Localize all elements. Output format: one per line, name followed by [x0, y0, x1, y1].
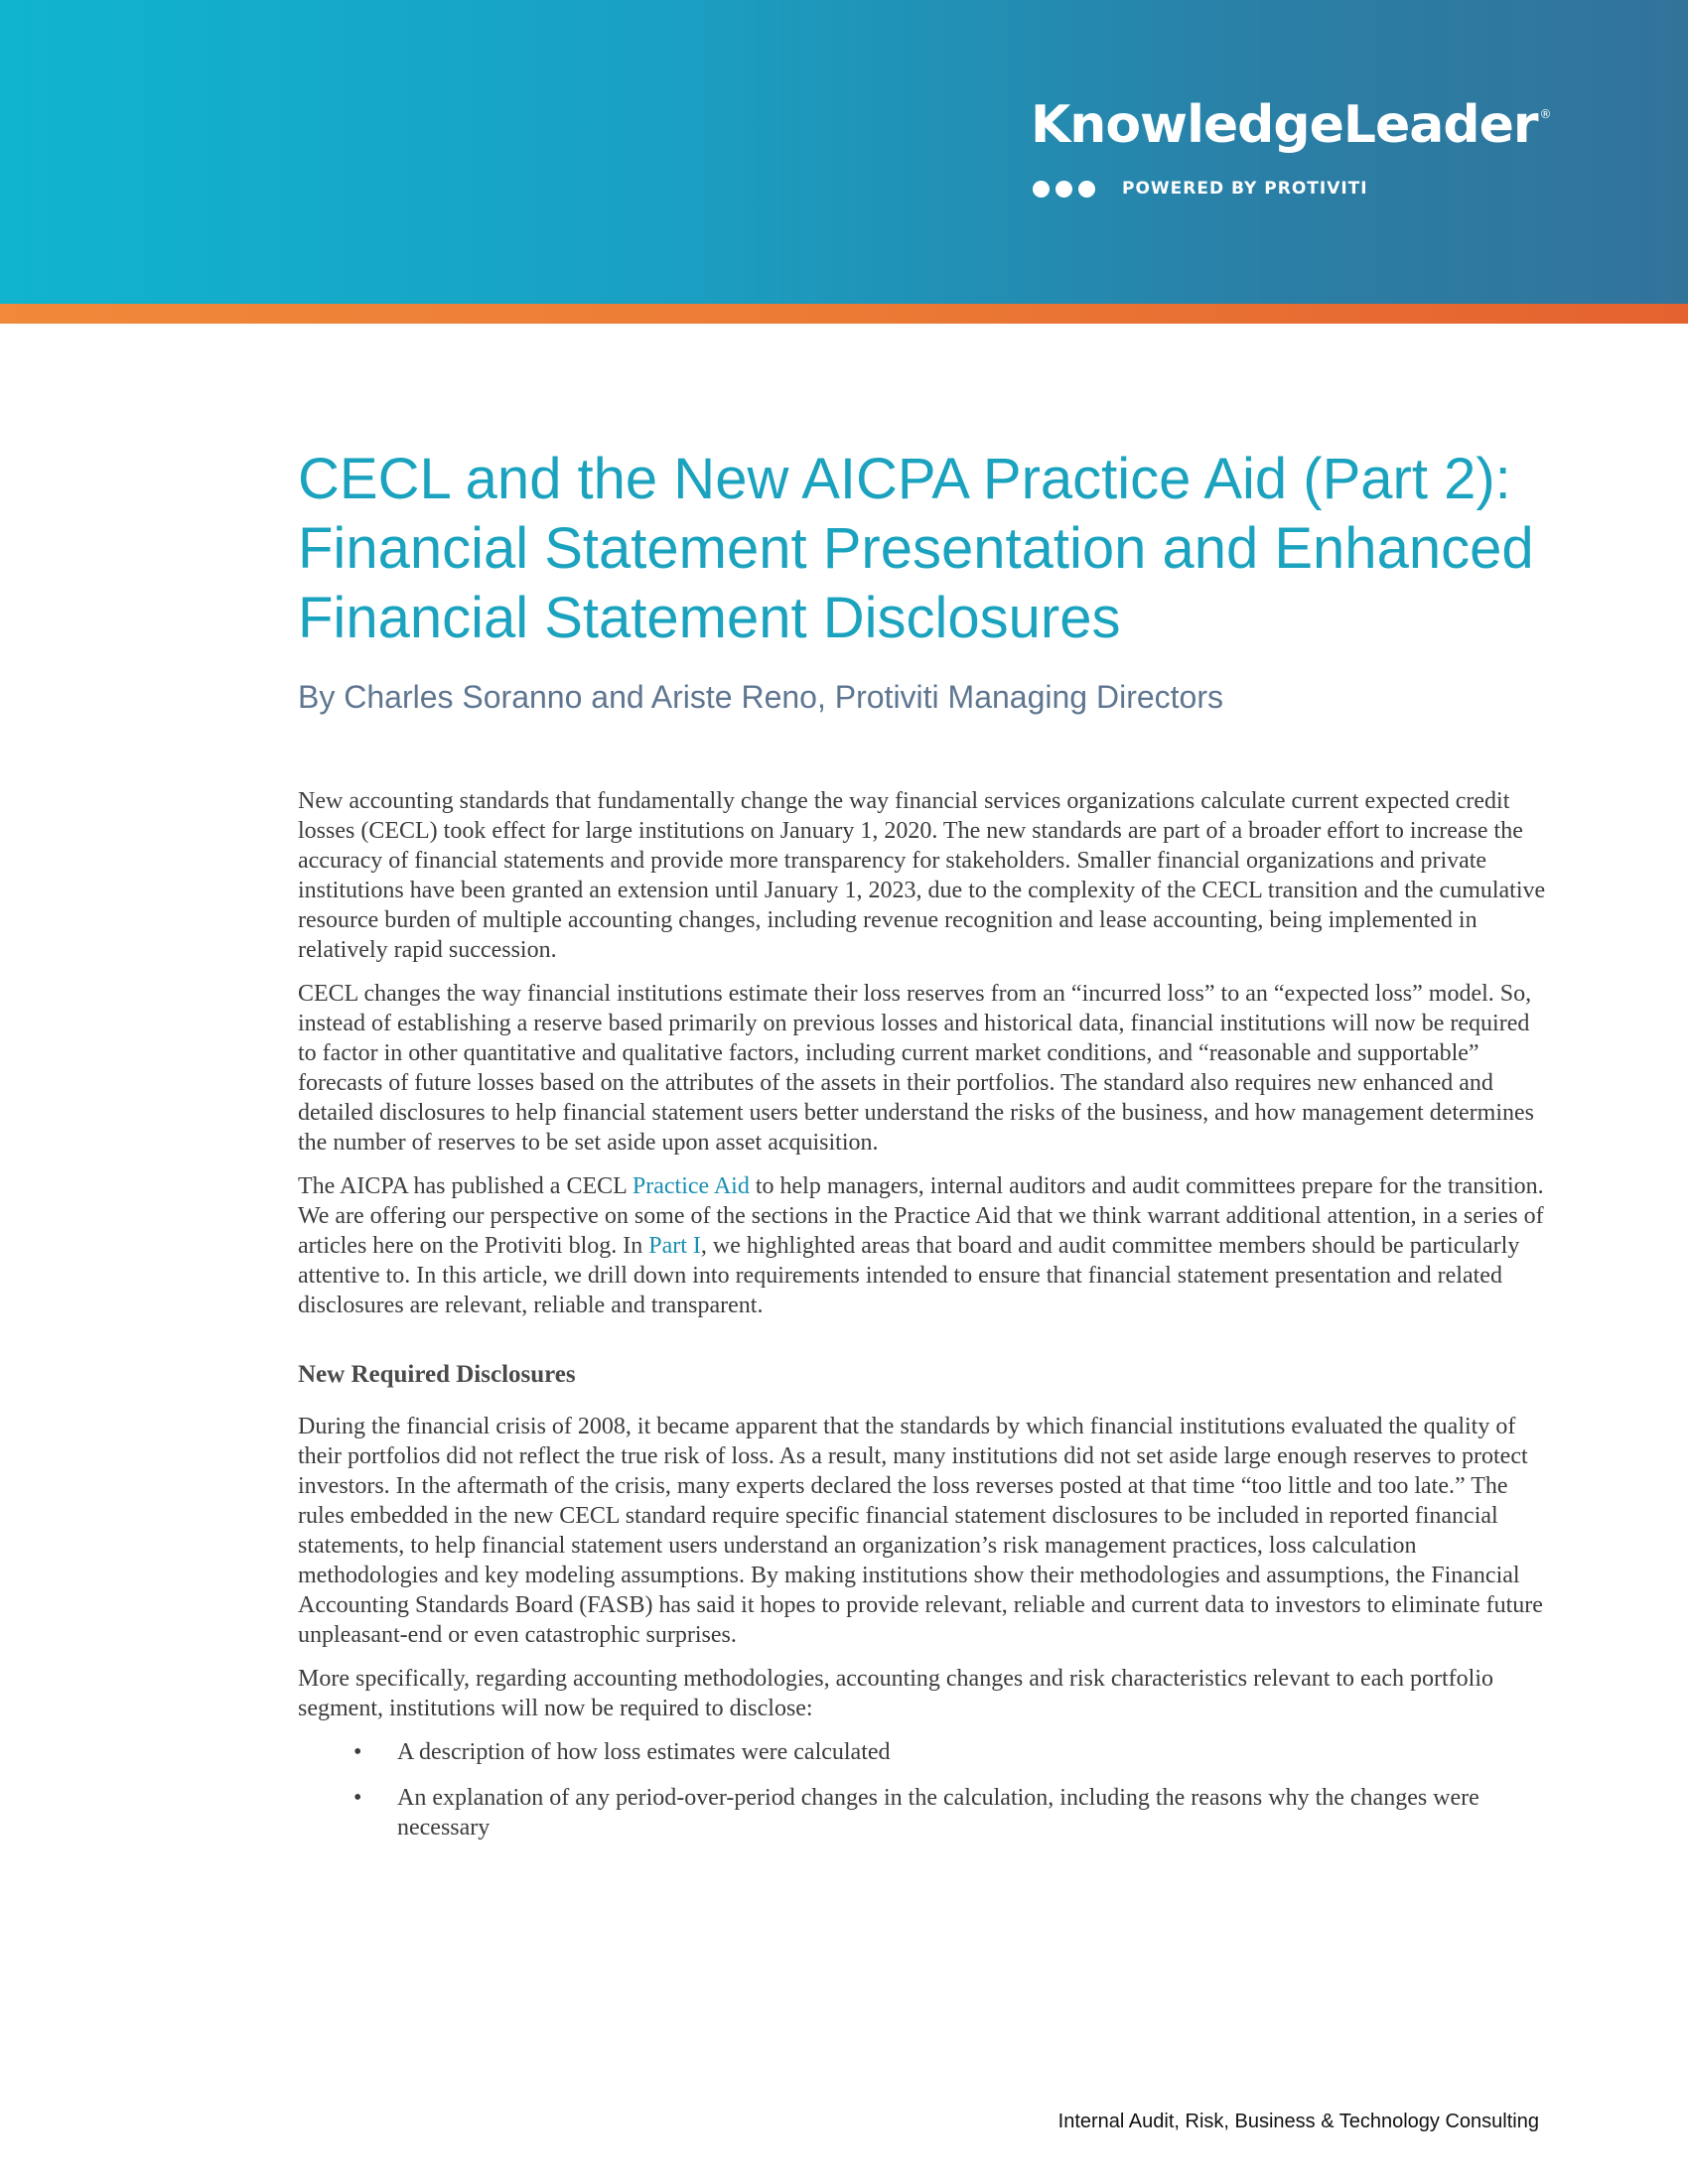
body-paragraph: More specifically, regarding accounting methodologies, accounting changes and risk characteristics relevant to each portfolio segment, institutions will now be required to disclose: — [298, 1666, 1493, 1721]
part-one-link[interactable]: Part I — [648, 1233, 701, 1259]
body-paragraph: CECL changes the way financial institutions estimate their loss reserves from an “incurred loss” to an “expected loss” model. So, instead of establishing a reserve based primarily on previous losses and historical data, financial institutions will now be required to factor in other quantitative and qualitative factors, including current market conditions, and “reasonable and supportable” forecasts of future losses based on the attributes of the assets in their portfolios. The standard also requires new enhanced and detailed disclosures to help financial statement users better understand the risks of the business, and how management determines the number of reserves to be set aside upon asset acquisition. — [298, 981, 1534, 1156]
article-byline: By Charles Soranno and Ariste Reno, Protiviti Managing Directors — [298, 679, 1223, 715]
section-heading: New Required Disclosures — [298, 1361, 576, 1388]
article-body — [298, 786, 1549, 1858]
brand-dots-icon — [1033, 181, 1095, 198]
list-item-text: A description of how loss estimates were calculated — [397, 1739, 891, 1765]
body-paragraph: During the financial crisis of 2008, it became apparent that the standards by which financial institutions evaluated the quality of their portfolios did not reflect the true risk of loss. As a result, many institutions did not set aside large enough reserves to protect investors. In the aftermath of the crisis, many experts declared the loss reverses posted at that time “too little and too late.” The rules embedded in the new CECL standard require specific financial statement disclosures to be included in reported financial statements, to help financial statement users understand an organization’s risk management practices, loss calculation methodologies and key modeling assumptions. By making institutions show their methodologies and assumptions, the Financial Accounting Standards Board (FASB) has said it hopes to provide relevant, reliable and current data to investors to eliminate future unpleasant-end or even catastrophic surprises. — [298, 1414, 1543, 1648]
dot-icon — [1033, 181, 1050, 198]
body-paragraph — [298, 1171, 1549, 1320]
disclosure-list — [298, 1737, 1549, 1843]
bullet-icon: • — [353, 1739, 362, 1765]
brand-logo — [1031, 95, 1551, 155]
body-paragraph: New accounting standards that fundamentally change the way financial services organizations calculate current expected credit losses (CECL) took effect for large institutions on January 1, 2020. The new standards are part of a broader effort to increase the accuracy of financial statements and provide more transparency for stakeholders. Smaller financial organizations and private institutions have been granted an extension until January 1, 2023, due to the complexity of the CECL transition and the cumulative resource burden of multiple accounting changes, including revenue recognition and lease accounting, being implemented in relatively rapid succession. — [298, 788, 1546, 963]
paragraph-text: , we highlighted areas that board and audit committee members should be particularly attentive to. In this article, we drill down into requirements intended to ensure that financial statement presentation and related disclosures are relevant, reliable and transparent. — [298, 1233, 1520, 1318]
list-item-text: An explanation of any period-over-period changes in the calculation, including the reasons why the changes were necessary — [397, 1785, 1479, 1841]
paragraph-text: The AICPA has published a CECL — [298, 1173, 633, 1199]
list-item — [298, 1783, 1549, 1843]
dot-icon — [1078, 181, 1095, 198]
article-title: CECL and the New AICPA Practice Aid (Part 2): Financial Statement Presentation and Enhanced Financial Statement Disclosures — [298, 447, 1534, 650]
brand-name: KnowledgeLeader — [1031, 95, 1538, 155]
footer-text: Internal Audit, Risk, Business & Technology Consulting — [1057, 2111, 1539, 2132]
header-accent-stripe — [0, 304, 1688, 324]
paragraph-text: to help managers, internal auditors and audit committees prepare for the transition. We are offering our perspective on some of the sections in the Practice Aid that we think warrant additional attention, in a series of articles here on the Protiviti blog. In — [298, 1173, 1544, 1259]
registered-mark: ® — [1539, 107, 1551, 121]
practice-aid-link[interactable]: Practice Aid — [632, 1173, 750, 1199]
list-item — [298, 1737, 1549, 1767]
bullet-icon: • — [353, 1785, 362, 1811]
dot-icon — [1055, 181, 1072, 198]
brand-tagline: POWERED BY PROTIVITI — [1122, 179, 1368, 199]
